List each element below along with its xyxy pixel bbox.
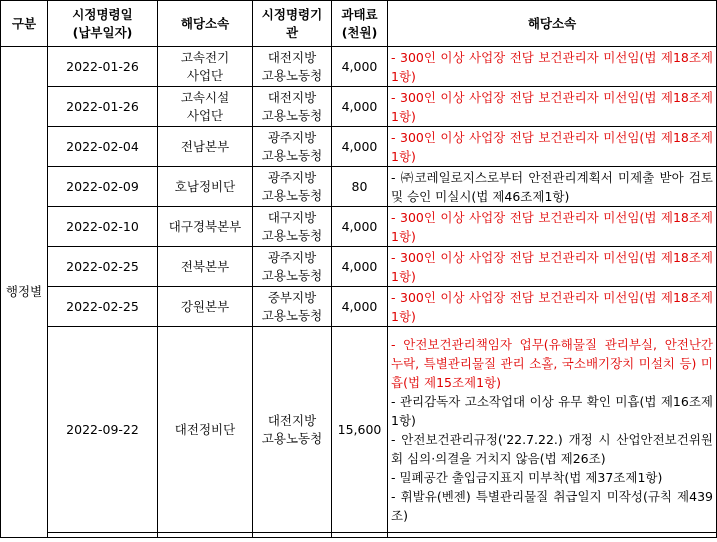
agency-name: 대구지방 <box>267 209 317 225</box>
table-row <box>1 47 717 87</box>
table-row <box>1 287 717 327</box>
violation-item: - 밀폐공간 출입금지표지 미부착(법 제37조제1항) <box>391 469 663 485</box>
agency-cell <box>253 47 332 87</box>
order-date: 2022-02-25 <box>48 247 158 287</box>
agency-cell <box>253 127 332 167</box>
violation-description: - 300인 이상 사업장 전담 보건관리자 미선임(법 제18조제1항) <box>388 47 717 87</box>
agency-name-2: 고용노동청 <box>261 107 323 123</box>
order-date: 2022-09-22 <box>48 327 158 533</box>
fine-amount: 4,000 <box>332 127 388 167</box>
fine-amount: 4,000 <box>332 47 388 87</box>
agency-name: 대전지방 <box>267 89 317 105</box>
order-date: 2022-02-25 <box>48 287 158 327</box>
header-row <box>1 1 717 47</box>
unit-name-2: 사업단 <box>186 107 224 123</box>
order-date: 2022-02-09 <box>48 167 158 207</box>
unit-cell <box>158 127 253 167</box>
violation-description: - 300인 이상 사업장 전담 보건관리자 미선임(법 제18조제1항) <box>388 287 717 327</box>
agency-name-2: 고용노동청 <box>261 147 323 163</box>
empty-cell <box>388 533 717 538</box>
header-fine: 과태료 (천원) <box>332 1 388 47</box>
unit-cell <box>158 247 253 287</box>
fine-amount: 15,600 <box>332 327 388 533</box>
empty-cell <box>253 533 332 538</box>
fine-amount: 4,000 <box>332 87 388 127</box>
agency-cell <box>253 167 332 207</box>
violation-item: - 안전보건관리책임자 업무(유해물질 관리부실, 안전난간 누락, 특별관리물질 관리 소홀, 국소배기장치 미설치 등) 미흡(법 제15조제1항) <box>391 336 713 390</box>
unit-name: 강원본부 <box>180 298 230 314</box>
violation-description: - 300인 이상 사업장 전담 보건관리자 미선임(법 제18조제1항) <box>388 247 717 287</box>
order-date: 2022-02-04 <box>48 127 158 167</box>
table-row <box>1 247 717 287</box>
order-date: 2022-01-26 <box>48 87 158 127</box>
agency-name: 광주지방 <box>267 249 317 265</box>
unit-name: 전북본부 <box>180 258 230 274</box>
unit-cell <box>158 167 253 207</box>
empty-cell <box>158 533 253 538</box>
violation-description-list <box>388 327 717 533</box>
unit-name: 대구경북본부 <box>168 218 242 234</box>
agency-cell <box>253 247 332 287</box>
category-cell: 행정별 <box>1 47 48 538</box>
order-date: 2022-02-10 <box>48 207 158 247</box>
agency-name: 광주지방 <box>267 169 317 185</box>
fine-amount: 4,000 <box>332 207 388 247</box>
table-row-partial <box>1 533 717 538</box>
header-unit: 해당소속 <box>158 1 253 47</box>
unit-name-2: 사업단 <box>186 67 224 83</box>
violation-item: - 휘발유(벤젠) 특별관리물질 취급일지 미작성(규칙 제439조) <box>391 488 713 523</box>
table-row <box>1 127 717 167</box>
violation-description: - ㈜코레일로지스로부터 안전관리계획서 미제출 받아 검토 및 승인 미실시(법 제46조제1항) <box>388 167 717 207</box>
header-agency: 시정명령기 관 <box>253 1 332 47</box>
violation-description: - 300인 이상 사업장 전담 보건관리자 미선임(법 제18조제1항) <box>388 127 717 167</box>
agency-name: 중부지방 <box>267 289 317 305</box>
header-category: 구분 <box>1 1 48 47</box>
unit-cell <box>158 287 253 327</box>
agency-name: 대전지방 <box>267 49 317 65</box>
empty-cell <box>48 533 158 538</box>
agency-name: 대전지방 <box>267 412 317 428</box>
fine-amount: 4,000 <box>332 247 388 287</box>
table-row <box>1 167 717 207</box>
agency-name-2: 고용노동청 <box>261 430 323 446</box>
order-date: 2022-01-26 <box>48 47 158 87</box>
table-row <box>1 87 717 127</box>
violation-item: - 관리감독자 고소작업대 이상 유무 확인 미흡(법 제16조제1항) <box>391 393 713 428</box>
header-order-date: 시정명령일 (납부일자) <box>48 1 158 47</box>
agency-cell <box>253 287 332 327</box>
unit-cell <box>158 47 253 87</box>
agency-cell <box>253 207 332 247</box>
violation-item: - 안전보건관리규정('22.7.22.) 개정 시 산업안전보건위원회 심의·의결을 거치지 않음(법 제26조) <box>391 431 713 466</box>
agency-cell <box>253 327 332 533</box>
table-row <box>1 207 717 247</box>
unit-name: 대전정비단 <box>158 327 253 533</box>
header-description: 해당소속 <box>388 1 717 47</box>
agency-name-2: 고용노동청 <box>261 267 323 283</box>
unit-name: 고속전기 <box>180 49 230 65</box>
agency-name-2: 고용노동청 <box>261 307 323 323</box>
empty-cell <box>332 533 388 538</box>
violation-list <box>391 335 713 525</box>
violation-description: - 300인 이상 사업장 전담 보건관리자 미선임(법 제18조제1항) <box>388 87 717 127</box>
unit-name: 호남정비단 <box>174 178 236 194</box>
unit-cell <box>158 87 253 127</box>
agency-name-2: 고용노동청 <box>261 67 323 83</box>
agency-name: 광주지방 <box>267 129 317 145</box>
unit-name: 고속시설 <box>180 89 230 105</box>
violation-description: - 300인 이상 사업장 전담 보건관리자 미선임(법 제18조제1항) <box>388 207 717 247</box>
agency-name-2: 고용노동청 <box>261 187 323 203</box>
unit-cell <box>158 207 253 247</box>
fine-amount: 80 <box>332 167 388 207</box>
agency-cell <box>253 87 332 127</box>
agency-name-2: 고용노동청 <box>261 227 323 243</box>
unit-name: 전남본부 <box>180 138 230 154</box>
table-row <box>1 327 717 533</box>
fine-amount: 4,000 <box>332 287 388 327</box>
